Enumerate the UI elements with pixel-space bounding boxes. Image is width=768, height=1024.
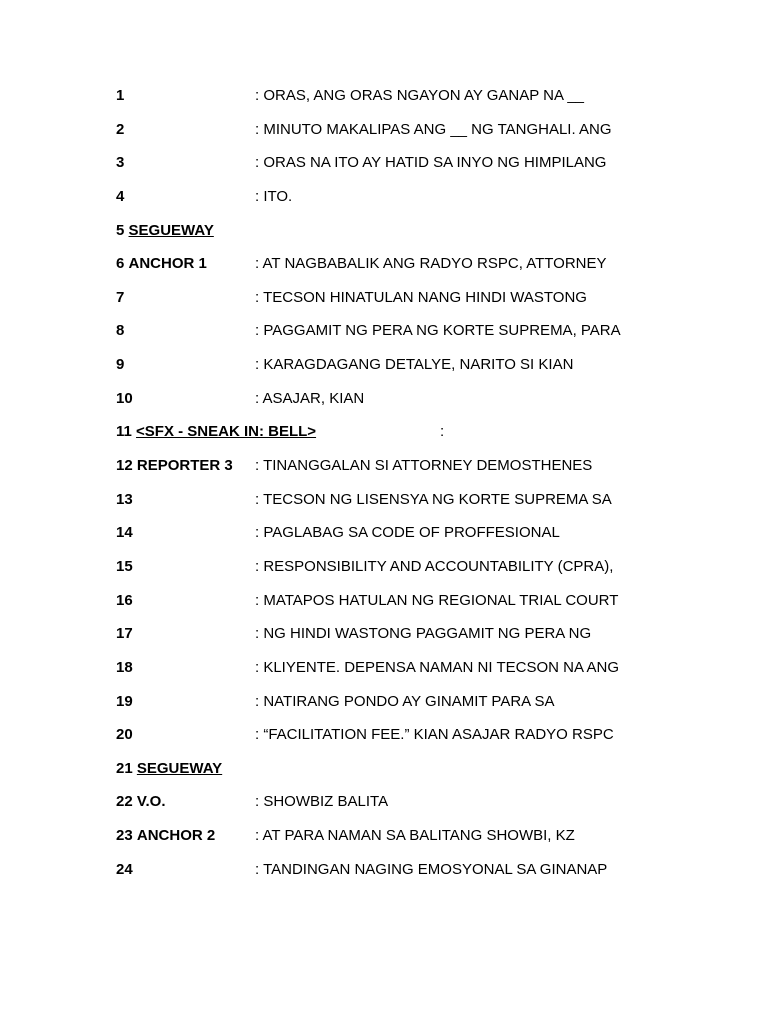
script-line xyxy=(116,826,736,860)
speaker-cue: ANCHOR 2 xyxy=(136,827,216,845)
line-number: 1 xyxy=(116,87,125,104)
script-line xyxy=(116,422,736,456)
line-text: : TANDINGAN NAGING EMOSYONAL SA GINANAP xyxy=(255,860,608,878)
script-line xyxy=(116,321,736,355)
line-text: : TECSON HINATULAN NANG HINDI WASTONG xyxy=(255,288,587,306)
speaker-cue: ANCHOR 1 xyxy=(128,255,207,273)
line-number: 13 xyxy=(116,490,133,508)
line-number: 23 xyxy=(116,827,133,845)
script-line xyxy=(116,153,736,187)
line-text: : MINUTO MAKALIPAS ANG __ NG TANGHALI. ANG xyxy=(255,120,612,138)
line-number: 14 xyxy=(116,524,133,542)
script-line xyxy=(116,187,736,221)
line-number: 10 xyxy=(116,389,133,407)
line-number: 8 xyxy=(116,322,125,340)
script-line xyxy=(116,523,736,557)
line-text: : AT PARA NAMAN SA BALITANG SHOWBI, KZ xyxy=(255,827,575,845)
line-number: 11 xyxy=(116,423,132,441)
script-line xyxy=(116,254,736,288)
line-number: 24 xyxy=(116,860,133,878)
line-text: : AT NAGBABALIK ANG RADYO RSPC, ATTORNEY xyxy=(255,255,607,273)
script-line xyxy=(116,759,736,793)
line-number: 16 xyxy=(116,591,133,609)
script-line xyxy=(116,792,736,826)
line-number: 6 xyxy=(116,255,125,273)
line-number: 7 xyxy=(116,288,125,306)
line-text: : “FACILITATION FEE.” KIAN ASAJAR RADYO RSPC xyxy=(255,726,614,744)
line-number: 21 xyxy=(116,759,133,777)
line-text: : ORAS NA ITO AY HATID SA INYO NG HIMPILANG xyxy=(255,154,607,172)
script-line xyxy=(116,490,736,524)
line-number: 9 xyxy=(116,356,125,374)
line-text: : xyxy=(440,423,445,441)
line-number: 15 xyxy=(116,557,133,575)
script-line xyxy=(116,86,736,120)
line-text: : NG HINDI WASTONG PAGGAMIT NG PERA NG xyxy=(255,625,592,643)
script-line xyxy=(116,658,736,692)
line-text: : PAGGAMIT NG PERA NG KORTE SUPREMA, PARA xyxy=(255,322,621,340)
line-text: : ORAS, ANG ORAS NGAYON AY GANAP NA __ xyxy=(255,87,585,104)
line-text: : TINANGGALAN SI ATTORNEY DEMOSTHENES xyxy=(255,457,593,475)
script-line xyxy=(116,288,736,322)
line-text: : MATAPOS HATULAN NG REGIONAL TRIAL COURT xyxy=(255,591,619,609)
script-line xyxy=(116,591,736,625)
line-number: 12 xyxy=(116,457,133,475)
line-text: : RESPONSIBILITY AND ACCOUNTABILITY (CPRA), xyxy=(255,557,614,575)
speaker-cue: V.O. xyxy=(136,793,166,811)
line-number: 22 xyxy=(116,793,133,811)
segue-cue: SEGUEWAY xyxy=(136,759,223,777)
line-number: 19 xyxy=(116,692,133,710)
script-line xyxy=(116,389,736,423)
line-text: : KARAGDAGANG DETALYE, NARITO SI KIAN xyxy=(255,356,574,374)
script-line xyxy=(116,860,736,894)
line-number: 18 xyxy=(116,658,133,676)
script-line xyxy=(116,557,736,591)
line-number: 4 xyxy=(116,187,125,205)
script-line xyxy=(116,355,736,389)
line-text: : SHOWBIZ BALITA xyxy=(255,793,389,811)
script-line xyxy=(116,456,736,490)
line-number: 17 xyxy=(116,625,133,643)
script-line xyxy=(116,221,736,255)
line-text: : KLIYENTE. DEPENSA NAMAN NI TECSON NA ANG xyxy=(255,658,619,676)
line-number: 3 xyxy=(116,154,125,172)
script-line xyxy=(116,120,736,154)
line-text: : NATIRANG PONDO AY GINAMIT PARA SA xyxy=(255,692,555,710)
speaker-cue: REPORTER 3 xyxy=(136,457,233,475)
line-text: : ASAJAR, KIAN xyxy=(255,389,365,407)
line-number: 5 xyxy=(116,221,125,239)
line-text: : TECSON NG LISENSYA NG KORTE SUPREMA SA xyxy=(255,490,612,508)
line-text: : PAGLABAG SA CODE OF PROFFESIONAL xyxy=(255,524,560,542)
line-text: : ITO. xyxy=(255,187,293,205)
line-number: 20 xyxy=(116,726,133,744)
script-line xyxy=(116,624,736,658)
script-lines xyxy=(116,86,736,893)
line-number: 2 xyxy=(116,120,125,138)
sfx-cue: <SFX - SNEAK IN: BELL> xyxy=(136,423,317,441)
segue-cue: SEGUEWAY xyxy=(128,221,214,239)
script-line xyxy=(116,692,736,726)
script-line xyxy=(116,725,736,759)
